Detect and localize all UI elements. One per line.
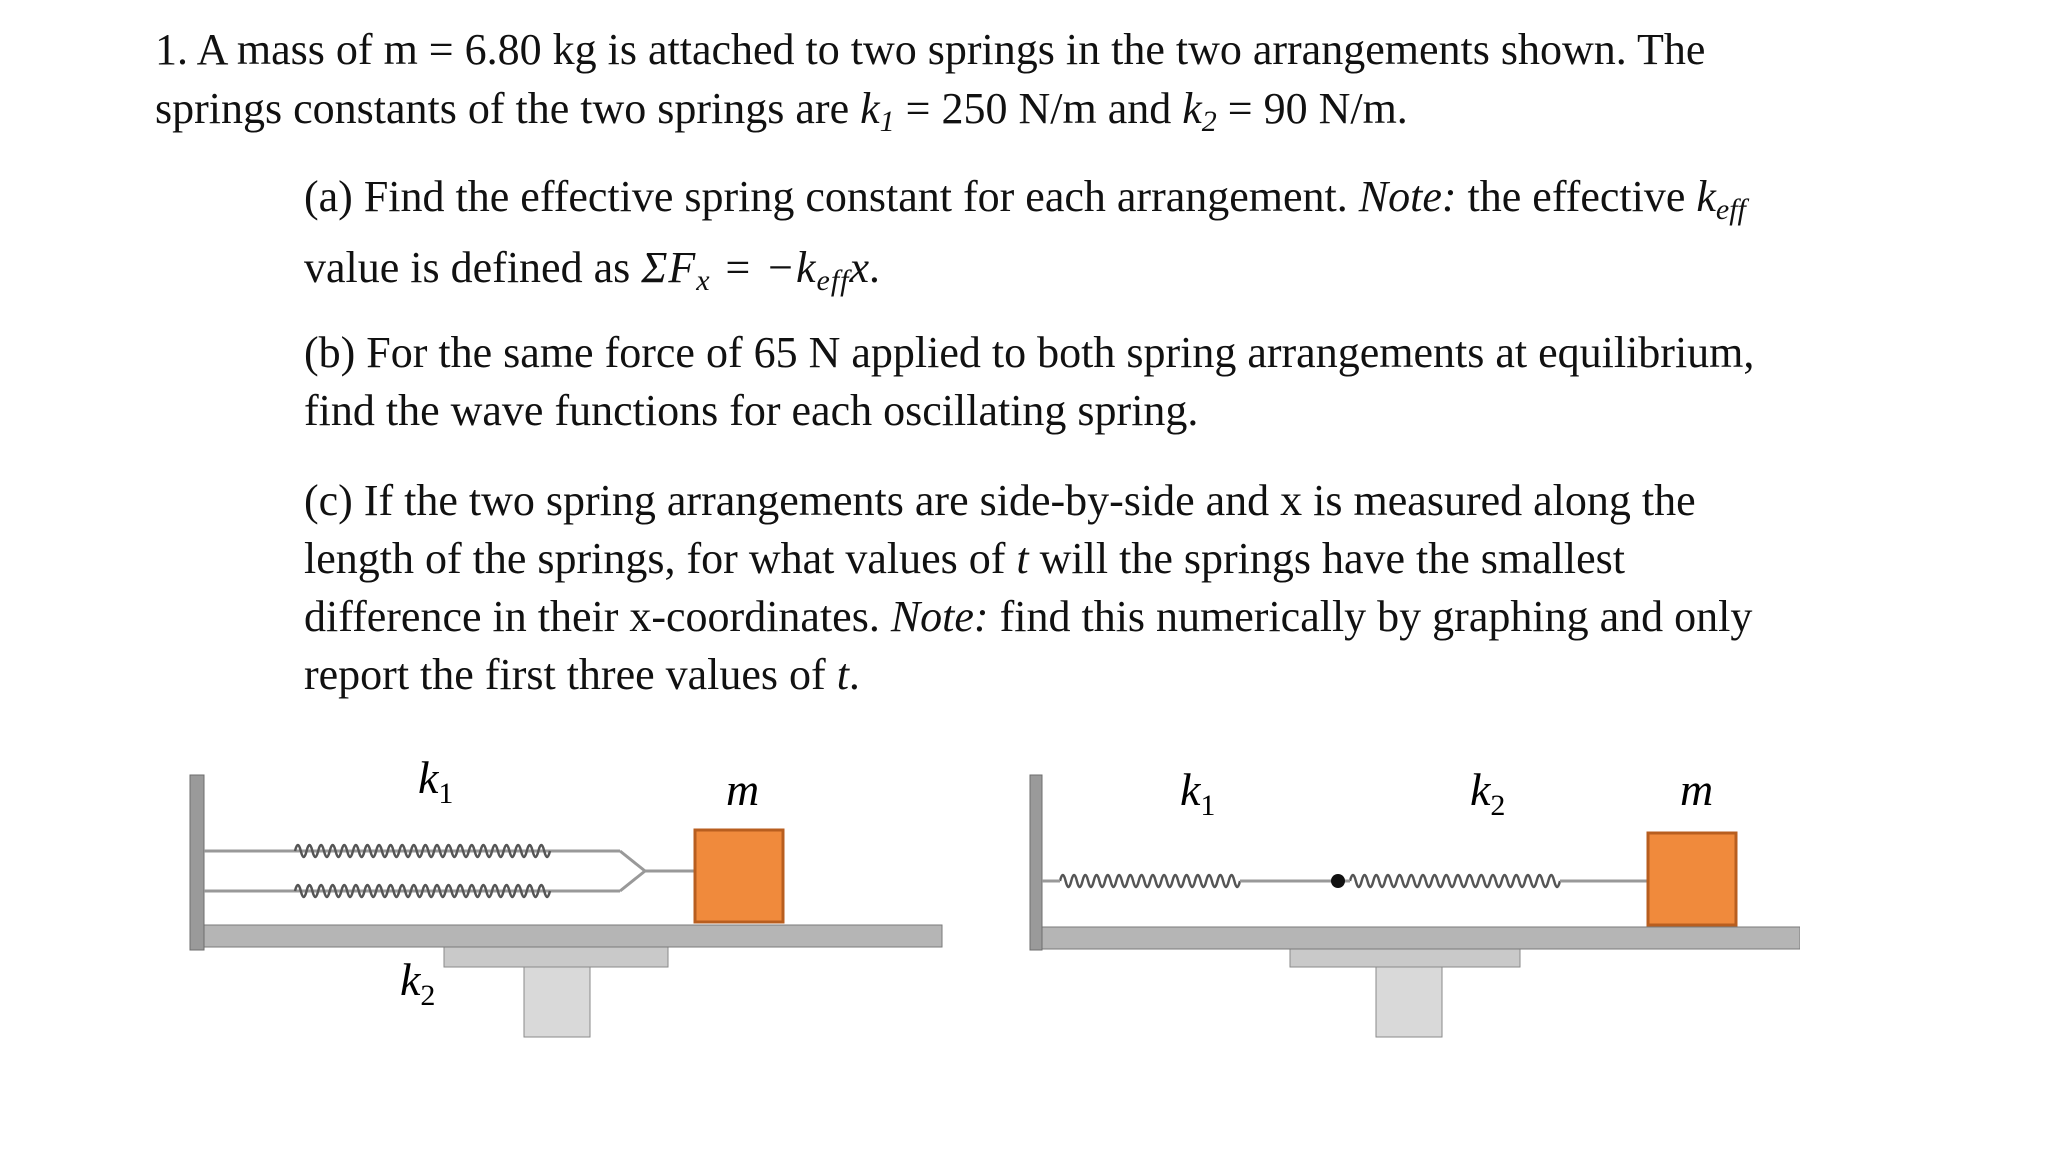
equation-lhs-sub: x xyxy=(696,264,711,297)
keff-symbol: k xyxy=(1696,172,1716,221)
intro-line-2 xyxy=(155,79,1955,151)
parallel-spring-diagram xyxy=(150,735,970,1075)
track xyxy=(190,925,942,947)
part-a-text: the effective xyxy=(1456,172,1697,221)
k1-label: $k_1$ xyxy=(418,752,454,810)
wall xyxy=(1030,775,1042,950)
part-c-text: difference in their x-coordinates. xyxy=(304,592,891,641)
series-spring-diagram xyxy=(1000,735,1800,1075)
series-spring-figure xyxy=(1000,735,1800,1075)
intro-text: = 250 N/m and xyxy=(894,84,1183,133)
equation xyxy=(641,243,883,297)
pedestal-post xyxy=(1376,967,1442,1037)
part-c-line-3 xyxy=(304,588,1984,646)
intro-text: springs constants of the two springs are xyxy=(155,84,861,133)
intro-text: = 90 N/m. xyxy=(1216,84,1408,133)
k1-subscript: 1 xyxy=(879,105,895,138)
part-c-line-1: (c) If the two spring arrangements are side-by-side and x is measured along the xyxy=(304,476,1696,525)
part-c-line-4 xyxy=(304,646,1984,704)
part-b-line-1: (b) For the same force of 65 N applied to both spring arrangements at equilibrium, xyxy=(304,328,1755,377)
mass-label: m xyxy=(1680,764,1714,815)
equation-rhs: = −k xyxy=(710,243,817,292)
spring-k2 xyxy=(1350,875,1560,887)
k1-symbol: k xyxy=(860,84,880,133)
part-c-text: report the first three values of xyxy=(304,650,837,699)
equation-lhs: ΣF xyxy=(641,243,697,292)
k2-label: $k_2$ xyxy=(1470,764,1506,822)
part-a-line-1 xyxy=(304,168,1984,239)
part-a-text: (a) Find the effective spring constant for each arrangement. xyxy=(304,172,1359,221)
k1-label: $k_1$ xyxy=(1180,764,1216,822)
equation-rhs-sub: eff xyxy=(816,264,850,297)
parallel-spring-figure xyxy=(150,735,970,1075)
keff-subscript: eff xyxy=(1715,193,1746,226)
pedestal-top xyxy=(444,945,668,967)
k2-symbol: k xyxy=(1182,84,1202,133)
mass-block xyxy=(695,830,783,922)
k2-label: $k_2$ xyxy=(400,954,436,1012)
t-symbol: t xyxy=(836,650,849,699)
part-c-text: will the springs have the smallest xyxy=(1028,534,1625,583)
part-c-line-2 xyxy=(304,530,1984,588)
part-c-text: find this numerically by graphing and only xyxy=(988,592,1753,641)
part-c-text: . xyxy=(848,650,860,699)
equation-end: x. xyxy=(849,243,883,292)
part-c xyxy=(304,472,1984,704)
part-a xyxy=(304,168,1984,310)
pedestal-post xyxy=(524,967,590,1037)
note-label: Note: xyxy=(1358,172,1457,221)
note-label: Note: xyxy=(890,592,989,641)
part-c-text: length of the springs, for what values of xyxy=(304,534,1017,583)
problem-statement xyxy=(155,20,1955,151)
mass-label: m xyxy=(726,764,760,815)
t-symbol: t xyxy=(1016,534,1029,583)
k2-subscript: 2 xyxy=(1201,105,1217,138)
part-b-line-2: find the wave functions for each oscillating spring. xyxy=(304,386,1199,435)
part-b xyxy=(304,324,1984,440)
intro-line-1: 1. A mass of m = 6.80 kg is attached to two springs in the two arrangements shown. The xyxy=(155,25,1706,74)
track xyxy=(1030,927,1800,949)
part-a-text: value is defined as xyxy=(304,243,642,292)
junction-point xyxy=(1331,874,1345,888)
wall xyxy=(190,775,204,950)
connector xyxy=(620,851,645,891)
spring-k1 xyxy=(1060,875,1240,887)
part-a-line-2 xyxy=(304,239,1984,310)
mass-block xyxy=(1648,833,1736,925)
